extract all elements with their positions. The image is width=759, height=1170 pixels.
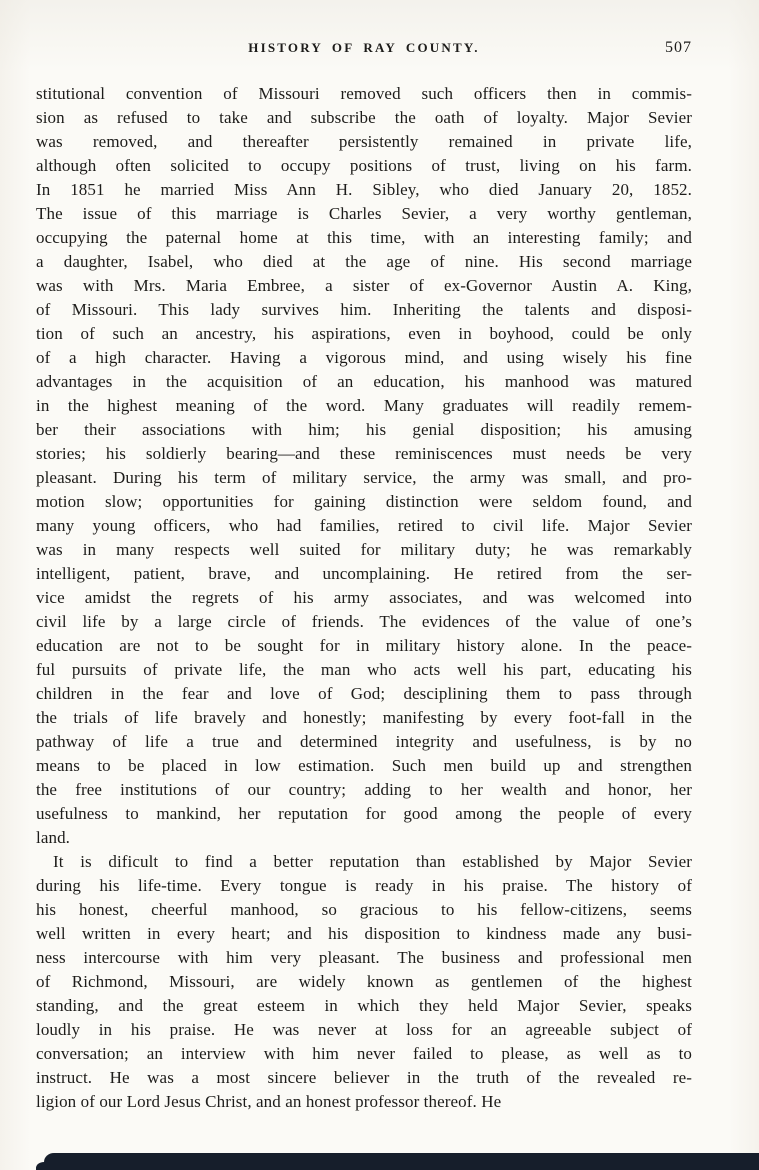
text-line: during his life-time. Every tongue is ready in his praise. The history of	[36, 876, 692, 895]
text-line: stitutional convention of Missouri removed such officers then in commis-	[36, 84, 692, 103]
text-line: The issue of this marriage is Charles Sevier, a very worthy gentleman,	[36, 204, 692, 223]
text-line: vice amidst the regrets of his army associates, and was welcomed into	[36, 588, 692, 607]
text-line: means to be placed in low estimation. Such men build up and strengthen	[36, 756, 692, 775]
text-line: although often solicited to occupy positions of trust, living on his farm.	[36, 156, 692, 175]
text-line: many young officers, who had families, retired to civil life. Major Sevier	[36, 516, 692, 535]
text-line: land.	[36, 828, 71, 847]
text-line: loudly in his praise. He was never at loss for an agreeable subject of	[36, 1020, 692, 1039]
text-line: pleasant. During his term of military service, the army was small, and pro-	[36, 468, 692, 487]
paragraph	[36, 82, 692, 850]
text-line: a daughter, Isabel, who died at the age of nine. His second marriage	[36, 252, 692, 271]
text-line: ness intercourse with him very pleasant. The business and professional men	[36, 948, 692, 967]
text-line: of a high character. Having a vigorous mind, and using wisely his fine	[36, 348, 692, 367]
text-line: pathway of life a true and determined integrity and usefulness, is by no	[36, 732, 692, 751]
text-line: occupying the paternal home at this time, with an interesting family; and	[36, 228, 692, 247]
text-line: instruct. He was a most sincere believer in the truth of the revealed re-	[36, 1068, 692, 1087]
text-line: In 1851 he married Miss Ann H. Sibley, who died January 20, 1852.	[36, 180, 692, 199]
text-line: sion as refused to take and subscribe the oath of loyalty. Major Sevier	[36, 108, 692, 127]
text-line: tion of such an ancestry, his aspirations, even in boyhood, could be only	[36, 324, 692, 343]
page-header	[36, 40, 692, 60]
text-line: was in many respects well suited for military duty; he was remarkably	[36, 540, 692, 559]
text-line: children in the fear and love of God; desciplining them to pass through	[36, 684, 692, 703]
text-line: education are not to be sought for in military history alone. In the peace-	[36, 636, 692, 655]
running-title: HISTORY OF RAY COUNTY.	[248, 40, 480, 55]
text-line: ful pursuits of private life, the man who acts well his part, educating his	[36, 660, 692, 679]
text-line: in the highest meaning of the word. Many graduates will readily remem-	[36, 396, 692, 415]
text-line: the trials of life bravely and honestly; manifesting by every foot-fall in the	[36, 708, 692, 727]
text-line: conversation; an interview with him never failed to please, as well as to	[36, 1044, 692, 1063]
text-line: of Richmond, Missouri, are widely known as gentlemen of the highest	[36, 972, 692, 991]
scan-edge-artifact	[44, 1153, 759, 1170]
text-line: usefulness to mankind, her reputation for good among the people of every	[36, 804, 692, 823]
text-line: ber their associations with him; his genial disposition; his amusing	[36, 420, 692, 439]
text-line: well written in every heart; and his disposition to kindness made any busi-	[36, 924, 692, 943]
text-line: It is dificult to find a better reputation than established by Major Sevier	[53, 852, 692, 871]
text-line: ligion of our Lord Jesus Christ, and an honest professor thereof. He	[36, 1092, 502, 1111]
page-number: 507	[665, 39, 692, 56]
text-line: advantages in the acquisition of an education, his manhood was matured	[36, 372, 692, 391]
text-line: stories; his soldierly bearing—and these reminiscences must needs be very	[36, 444, 692, 463]
text-line: standing, and the great esteem in which they held Major Sevier, speaks	[36, 996, 692, 1015]
text-line: motion slow; opportunities for gaining distinction were seldom found, and	[36, 492, 692, 511]
text-line: of Missouri. This lady survives him. Inheriting the talents and disposi-	[36, 300, 692, 319]
text-line: intelligent, patient, brave, and uncomplaining. He retired from the ser-	[36, 564, 692, 583]
page-body	[36, 82, 692, 1114]
text-line: civil life by a large circle of friends. The evidences of the value of one’s	[36, 612, 692, 631]
text-line: the free institutions of our country; adding to her wealth and honor, her	[36, 780, 692, 799]
text-line: his honest, cheerful manhood, so gracious to his fellow-citizens, seems	[36, 900, 692, 919]
text-line: was removed, and thereafter persistently remained in private life,	[36, 132, 692, 151]
paragraph	[36, 850, 692, 1114]
text-line: was with Mrs. Maria Embree, a sister of ex-Governor Austin A. King,	[36, 276, 692, 295]
